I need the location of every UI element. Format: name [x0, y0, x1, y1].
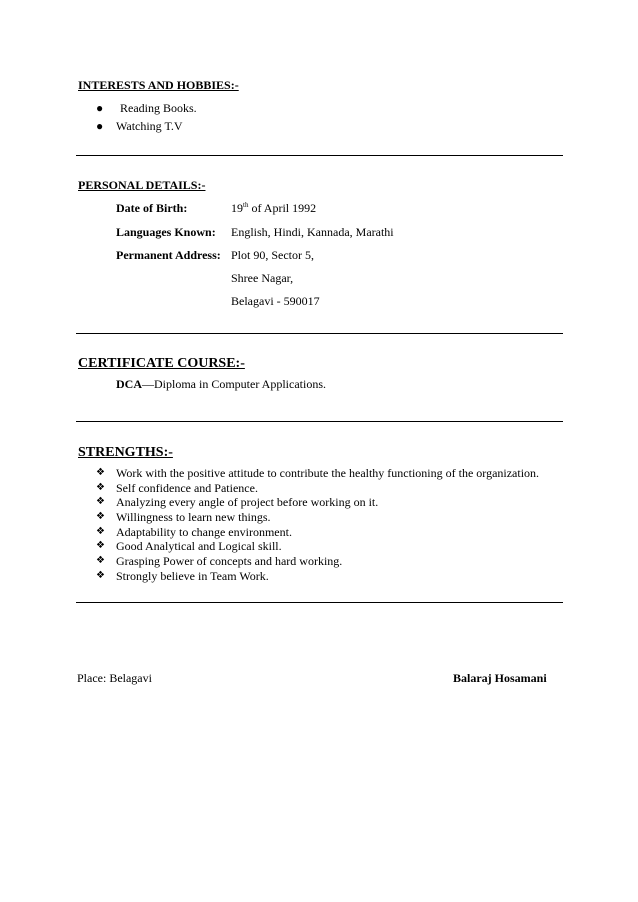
signature-name: Balaraj Hosamani	[453, 671, 547, 685]
list-item: ● Watching T.V	[96, 119, 183, 133]
interests-heading: INTERESTS AND HOBBIES:-	[78, 78, 239, 92]
four-diamond-bullet-icon: ❖	[96, 540, 105, 552]
interests-list	[96, 99, 197, 135]
bullet-dot-icon: ●	[96, 119, 104, 133]
list-item: ❖ Analyzing every angle of project before working on it.	[96, 495, 379, 510]
list-item: ❖ Self confidence and Patience.	[96, 480, 258, 495]
list-item: ❖ Strongly believe in Team Work.	[96, 568, 269, 583]
strengths-list	[96, 466, 539, 584]
languages-value: English, Hindi, Kannada, Marathi	[231, 225, 394, 239]
list-item: ❖ Work with the positive attitude to contribute the healthy functioning of the organization.	[96, 466, 540, 480]
four-diamond-bullet-icon: ❖	[96, 511, 105, 523]
place-text: Place: Belagavi	[77, 671, 152, 685]
four-diamond-bullet-icon: ❖	[96, 569, 105, 581]
list-item: ● Reading Books.	[96, 101, 197, 115]
languages-label: Languages Known:	[116, 225, 216, 239]
personal-details-heading: PERSONAL DETAILS:-	[78, 178, 206, 192]
course-description: —Diploma in Computer Applications.	[142, 377, 326, 391]
bullet-dot-icon: ●	[96, 101, 104, 115]
four-diamond-bullet-icon: ❖	[96, 481, 105, 493]
four-diamond-bullet-icon: ❖	[96, 525, 105, 537]
strengths-heading: STRENGTHS:-	[78, 445, 173, 460]
list-item: ❖ Grasping Power of concepts and hard working.	[96, 554, 343, 569]
address-line-1: Plot 90, Sector 5,	[231, 248, 314, 262]
address-label: Permanent Address:	[116, 248, 221, 262]
certificate-line	[116, 377, 326, 392]
section-divider	[76, 333, 563, 334]
list-item: ❖ Willingness to learn new things.	[96, 510, 271, 525]
list-item: ❖ Adaptability to change environment.	[96, 524, 292, 539]
four-diamond-bullet-icon: ❖	[96, 555, 105, 567]
address-line-2: Shree Nagar,	[231, 271, 294, 285]
section-divider	[76, 602, 563, 603]
section-divider	[76, 421, 563, 422]
section-divider	[76, 155, 563, 156]
dob-label: Date of Birth:	[116, 201, 188, 215]
address-line-3: Belagavi - 590017	[231, 294, 320, 308]
four-diamond-bullet-icon: ❖	[96, 467, 105, 478]
course-code: DCA	[116, 377, 142, 391]
four-diamond-bullet-icon: ❖	[96, 496, 105, 508]
certificate-heading: CERTIFICATE COURSE:-	[78, 356, 245, 371]
dob-value: 19th of April 1992	[231, 201, 317, 215]
list-item: ❖ Good Analytical and Logical skill.	[96, 539, 282, 554]
